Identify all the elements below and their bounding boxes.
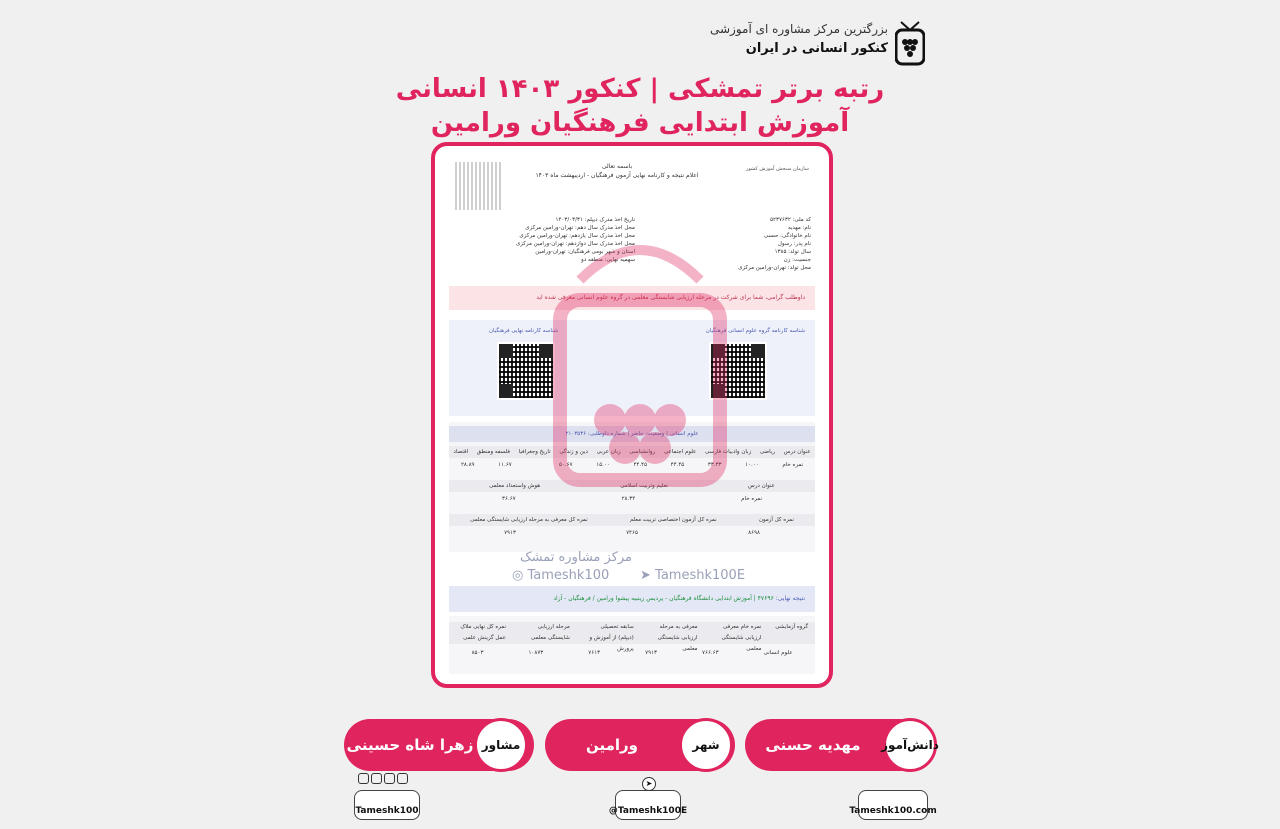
- report-card-frame: [431, 142, 833, 688]
- aparat-icon: [358, 773, 369, 784]
- telegram-handle: @Tameshk100E: [608, 806, 688, 816]
- education-info: [485, 216, 635, 264]
- student-label: دانش‌آموز: [883, 718, 937, 772]
- eitaa-icon: [397, 773, 408, 784]
- table-cell: تعلیم وتربیت اسلامی: [620, 483, 668, 489]
- table-cell: زبان عربی: [596, 449, 621, 455]
- social-handle: Tameshk100: [355, 806, 419, 816]
- table-cell: نمره خام: [782, 462, 804, 468]
- student-pill: [745, 719, 939, 771]
- report-header-line1: باسمه تعالی: [601, 163, 633, 170]
- instagram-icon: ◎: [512, 568, 524, 583]
- table-cell: ۱۱.۶۷: [498, 462, 512, 468]
- grape-icon: [895, 18, 925, 66]
- scores-band: علوم انسانی | وضعیت: حاضر | شماره داوطلبی: ۲۱۰۳۵۳۶: [449, 426, 815, 442]
- table-cell: فلسفه ومنطق: [476, 449, 510, 455]
- table-cell: ۷۶۶.۶۳: [702, 650, 719, 656]
- city-value: ورامین: [585, 736, 638, 754]
- table-cell: نمره کل آزمون: [758, 517, 794, 523]
- watermark-instagram-handle: Tameshk100: [527, 568, 610, 583]
- final-result: [449, 586, 815, 612]
- table-cell: نمره خام: [741, 496, 763, 502]
- instagram-icon: [384, 773, 395, 784]
- telegram-handle-box[interactable]: [608, 779, 688, 820]
- table-cell: ۸۵۰۳: [471, 650, 484, 656]
- table-cell: سابقه تحصیلی (دیپلم) از آموزش و پرورش: [589, 624, 634, 652]
- table-cell: زبان وادبیات فارسی: [705, 449, 752, 455]
- social-icons: [357, 773, 409, 787]
- table-cell: ۱۰۸۷۳: [528, 650, 544, 656]
- table-cell: ۲۸.۳۴: [621, 496, 636, 502]
- headline-title: رتبه برتر تمشکی | کنکور ۱۴۰۳ انسانی: [395, 74, 885, 104]
- table-cell: علوم اجتماعی: [663, 449, 697, 455]
- table-row: [449, 480, 815, 492]
- info-line: محل اخذ مدرک سال دهم: تهران-ورامین مرکزی: [525, 225, 635, 231]
- table-cell: معرفی به مرحله ارزیابی شایستگی معلمی: [657, 624, 698, 652]
- qr-code-icon: [709, 342, 767, 400]
- table-cell: نمره کل نهایی ملاک عمل گزینش علمی: [460, 624, 506, 641]
- table-cell: هوش واستعداد معلمی: [489, 483, 541, 489]
- scores-table: [449, 422, 815, 552]
- brand-name: کنکور انسانی در ایران: [745, 41, 888, 56]
- table-cell: ۷۹۱۳: [645, 650, 657, 656]
- qr-caption-left: شناسه کارنامه نهایی فرهنگیان: [489, 328, 559, 334]
- info-line: جنسیت: زن: [783, 257, 811, 263]
- table-cell: نمره خام معرفی ارزیابی شایستگی معلمی: [721, 624, 762, 652]
- table-cell: عنوان درس: [748, 483, 775, 489]
- alert-message: داوطلب گرامی، شما برای شرکت در مرحله ارزیابی شایستگی معلمی در گروه علوم انسانی معرفی شده اید: [449, 286, 815, 310]
- headline-subtitle: آموزش ابتدایی فرهنگیان ورامین: [430, 108, 850, 138]
- info-line: سهمیه نهایی: منطقه دو: [581, 257, 635, 263]
- qr-code-icon: [455, 162, 503, 210]
- rubika-icon: [371, 773, 382, 784]
- info-line: استان و شهر بومی فرهنگیان: تهران-ورامین: [535, 249, 635, 255]
- table-cell: دین و زندگی: [559, 449, 588, 455]
- emblem-text: سازمان سنجش آموزش کشور: [745, 166, 809, 172]
- table-cell: ۵۰.۶۷: [559, 462, 573, 468]
- advisor-value: زهرا شاه حسینی: [346, 736, 474, 754]
- watermark-text: مرکز مشاوره تمشک: [520, 550, 633, 565]
- emblem: [729, 166, 809, 172]
- info-line: سال تولد: ۱۳۸۵: [774, 249, 811, 255]
- table-cell: ۴۴.۴۵: [633, 462, 648, 468]
- brand-text: [710, 20, 888, 60]
- table-cell: ۲۸.۸۹: [460, 462, 475, 468]
- table-cell: ۷۶۱۳: [588, 650, 601, 656]
- website-url: Tameshk100.com: [849, 806, 937, 816]
- table-cell: ۸۶۹۸: [748, 530, 760, 536]
- qr-caption-right: شناسه کارنامه گروه علوم انسانی فرهنگیان: [705, 328, 805, 334]
- table-row: [449, 530, 815, 536]
- table-cell: ریاضی: [759, 449, 776, 455]
- table-cell: ۴۴.۴۵: [670, 462, 685, 468]
- table-cell: روانشناسی: [629, 449, 656, 455]
- table-row: [449, 446, 815, 458]
- table-cell: مرحله ارزیابی شایستگی معلمی: [530, 624, 570, 641]
- table-cell: ۷۹۱۳: [504, 530, 516, 536]
- table-cell: اقتصاد: [453, 449, 469, 455]
- advisor-label: مشاور: [474, 718, 528, 772]
- table-cell: ۷۴۶۵: [626, 530, 638, 536]
- table-cell: ۳۳.۳۳: [707, 462, 722, 468]
- city-pill: [545, 719, 735, 771]
- info-line: تاریخ اخذ مدرک دیپلم: ۱۴۰۳/۰۳/۳۱: [555, 217, 635, 223]
- qr-code-icon: [497, 342, 555, 400]
- info-line: نام پدر: رسول: [777, 241, 811, 247]
- report-header-line2: اعلام نتیجه و کارنامه نهایی آزمون فرهنگیان - اردیبهشت ماه ۱۴۰۳: [535, 172, 699, 179]
- final-result-text: ۴۷۶۹۶ | آموزش ابتدایی دانشگاه فرهنگیان - پردیس زینبیه پیشوا ورامین / فرهنگیان - آزاد: [553, 595, 774, 602]
- table-cell: نمره کل آزمون اختصاصی تربیت معلم: [629, 517, 717, 523]
- table-cell: علوم انسانی: [763, 650, 793, 656]
- watermark-telegram: [640, 568, 745, 583]
- info-line: کد ملی: ۵۲۳۷۶۳۲: [770, 217, 811, 223]
- table-row: [449, 622, 815, 652]
- city-label: شهر: [679, 718, 733, 772]
- telegram-icon: ➤: [642, 777, 656, 791]
- table-cell: نمره کل معرفی به مرحله ارزیابی شایستگی معلمی: [470, 517, 588, 523]
- table-row: [449, 462, 815, 468]
- table-cell: عنوان درس: [783, 449, 811, 455]
- table-cell: تاریخ وجغرافیا: [518, 449, 551, 455]
- table-cell: ۱۵.۰۰: [596, 462, 610, 468]
- final-scores-table: [449, 616, 815, 674]
- info-line: نام: مهدیه: [787, 225, 811, 231]
- personal-info: [671, 216, 811, 272]
- info-line: نام خانوادگی: حسنی: [763, 233, 811, 239]
- social-handle-box[interactable]: [354, 790, 420, 820]
- info-line: محل تولد: تهران-ورامین مرکزی: [738, 265, 811, 271]
- telegram-icon: ➤: [640, 568, 651, 583]
- watermark-instagram: [512, 568, 609, 583]
- table-cell: ۱۰.۰۰: [745, 462, 759, 468]
- student-value: مهدیه حسنی: [765, 736, 861, 754]
- table-row: [449, 496, 815, 502]
- website-box[interactable]: [849, 790, 937, 820]
- brand-tagline: بزرگترین مرکز مشاوره ای آموزشی: [709, 22, 888, 36]
- report-header: [535, 162, 699, 180]
- report-card: [445, 154, 819, 676]
- advisor-pill: [344, 719, 534, 771]
- table-cell: ۳۶.۶۷: [502, 496, 516, 502]
- table-cell: گروه آزمایشی: [775, 624, 809, 630]
- qr-panel: [449, 320, 815, 416]
- table-row: [449, 650, 815, 656]
- table-row: [449, 514, 815, 526]
- info-line: محل اخذ مدرک سال دوازدهم: تهران-ورامین مرکزی: [515, 241, 635, 247]
- watermark-telegram-handle: Tameshk100E: [655, 568, 746, 583]
- info-line: محل اخذ مدرک سال یازدهم: تهران-ورامین مرکزی: [519, 233, 635, 239]
- final-result-label: نتیجه نهایی:: [775, 595, 805, 602]
